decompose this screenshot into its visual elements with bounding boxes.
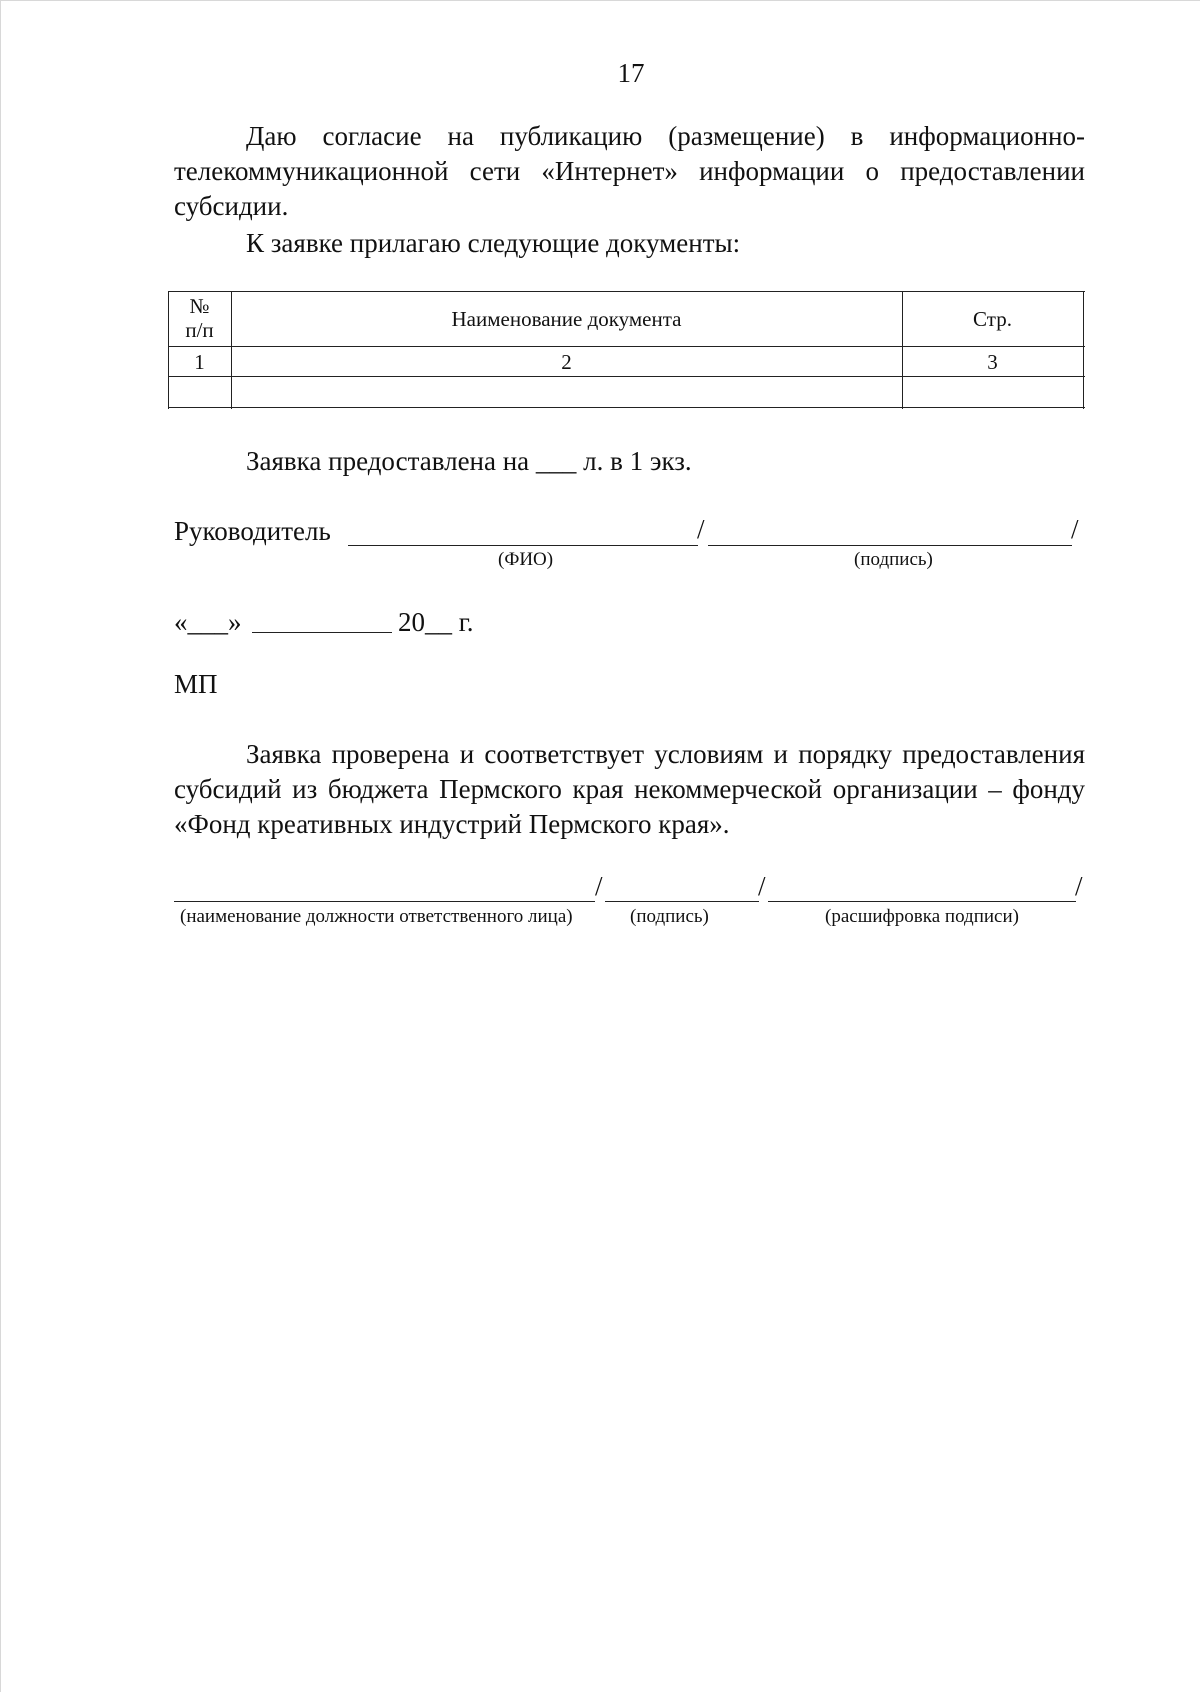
table-border-top <box>168 291 1085 292</box>
verification-paragraph: Заявка проверена и соответствует условиям и порядку предоставления субсидий из бюджета Пермского края некоммерческой организации – фонду «Фонд креативных индустрий Пермского края». <box>174 739 1085 839</box>
column-number-1: 1 <box>194 350 205 374</box>
date-month-line <box>252 632 392 633</box>
decoding-line <box>768 901 1076 902</box>
application-pages-suffix: л. в 1 экз. <box>583 446 692 476</box>
separator-5: / <box>1075 871 1083 901</box>
responsible-signature-line <box>605 901 759 902</box>
column-number-3: 3 <box>987 350 998 374</box>
fio-line <box>348 545 698 546</box>
head-signature-line <box>708 545 1072 546</box>
date-line <box>174 607 242 638</box>
separator-1: / <box>697 514 705 544</box>
table-border-header <box>168 346 1085 347</box>
year-blank: __ <box>425 607 452 637</box>
head-label: Руководитель <box>174 516 331 546</box>
header-number-line1: № <box>189 294 210 318</box>
header-document-name: Наименование документа <box>451 307 682 331</box>
table-border-bottom <box>168 407 1085 408</box>
year-suffix: г. <box>458 607 474 637</box>
position-line <box>174 901 595 902</box>
separator-3: / <box>595 871 603 901</box>
attachments-intro: К заявке прилагаю следующие документы: <box>246 228 741 258</box>
date-year <box>398 607 474 638</box>
fio-caption: (ФИО) <box>498 549 554 570</box>
separator-4: / <box>758 871 766 901</box>
table-border-row1 <box>168 376 1085 377</box>
separator-2: / <box>1071 514 1079 544</box>
page-number: 17 <box>617 58 645 88</box>
application-pages-prefix: Заявка предоставлена на <box>246 446 530 476</box>
header-page: Стр. <box>973 307 1012 331</box>
date-close-quote: » <box>228 607 242 637</box>
documents-table <box>168 291 1085 409</box>
position-caption: (наименование должности ответственного лица) <box>180 906 573 927</box>
decoding-caption: (расшифровка подписи) <box>825 906 1019 927</box>
year-prefix: 20 <box>398 607 425 637</box>
header-number-line2: п/п <box>185 318 214 342</box>
table-border-right <box>1083 291 1084 409</box>
head-signature-caption: (подпись) <box>854 549 933 570</box>
column-number-2: 2 <box>561 350 572 374</box>
application-pages-line <box>246 446 692 477</box>
application-pages-blank: ___ <box>535 446 577 476</box>
seal-label: МП <box>174 669 218 699</box>
header-number <box>168 294 231 342</box>
date-day-blank: ___ <box>187 607 228 637</box>
consent-paragraph: Даю согласие на публикацию (размещение) в информационно-телекоммуникационной сети «Интернет» информации о предоставлении субсидии. <box>174 121 1085 221</box>
date-open-quote: « <box>174 607 188 637</box>
responsible-signature-caption: (подпись) <box>630 906 709 927</box>
